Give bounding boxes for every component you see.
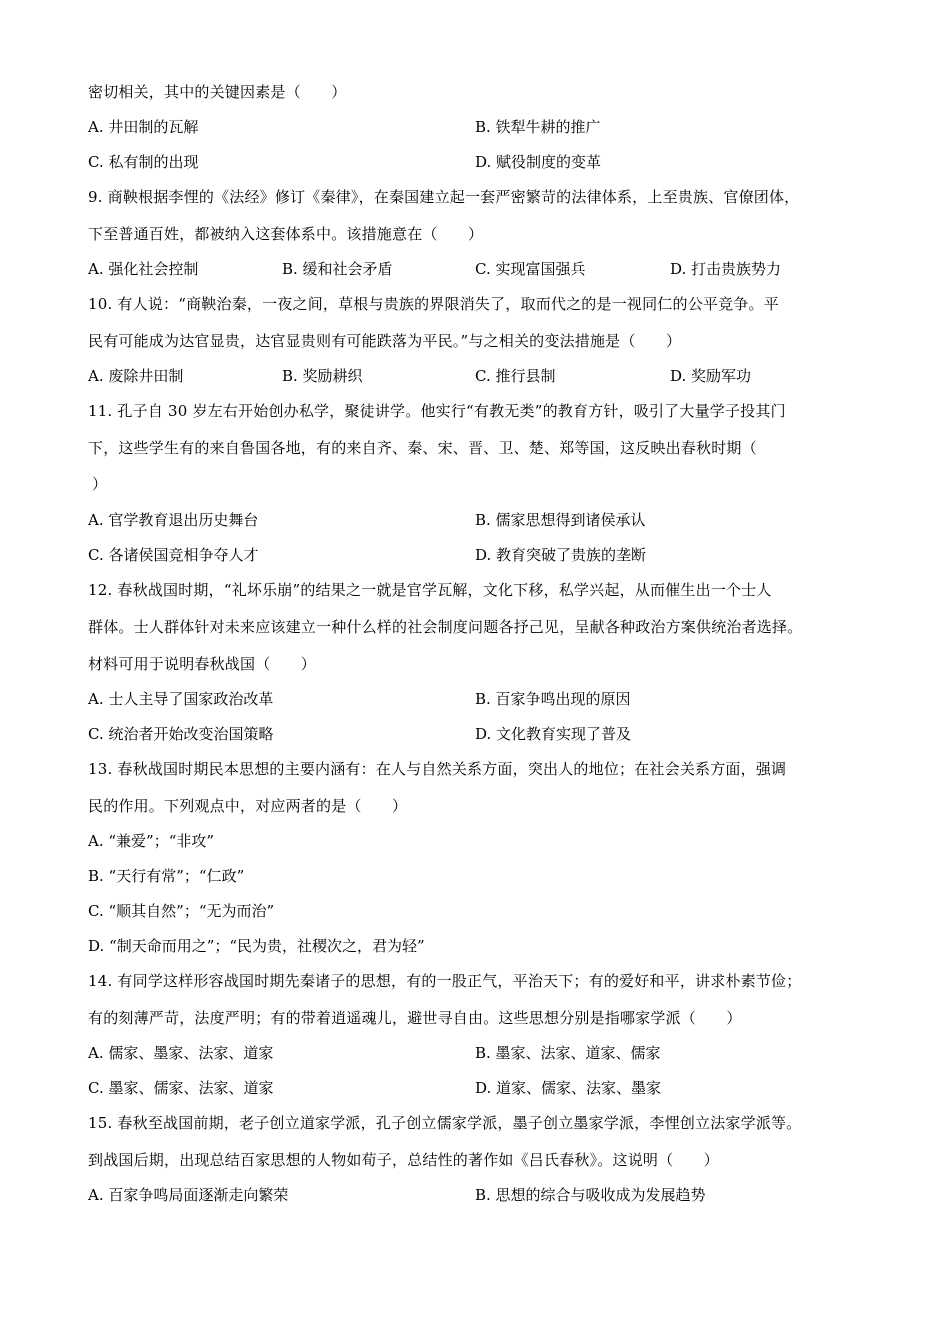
q10-stem-line1: 10. 有人说：“商鞅治秦，一夜之间，草根与贵族的界限消失了，取而代之的是一视同仁的公平竞争。平 [88, 295, 779, 313]
q14-stem-line2: 有的刻薄严苛，法度严明；有的带着逍遥魂儿，避世寻自由。这些思想分别是指哪家学派（ ） [88, 1009, 742, 1027]
q8-option-b: B. 铁犁牛耕的推广 [475, 118, 601, 136]
q9-option-d: D. 打击贵族势力 [670, 260, 782, 278]
q8-option-c: C. 私有制的出现 [88, 153, 199, 171]
q11-option-b: B. 儒家思想得到诸侯承认 [475, 511, 646, 529]
q8-option-a: A. 井田制的瓦解 [88, 118, 199, 136]
q15-option-a: A. 百家争鸣局面逐渐走向繁荣 [88, 1186, 289, 1204]
q14-option-d: D. 道家、儒家、法家、墨家 [475, 1079, 662, 1097]
q8-stem-tail: 密切相关，其中的关键因素是（ ） [88, 83, 347, 101]
q14-option-b: B. 墨家、法家、道家、儒家 [475, 1044, 661, 1062]
q13-option-a: A. “兼爱”；“非攻” [88, 832, 215, 850]
q14-option-c: C. 墨家、儒家、法家、道家 [88, 1079, 274, 1097]
q8-option-d: D. 赋役制度的变革 [475, 153, 602, 171]
q10-option-c: C. 推行县制 [475, 367, 556, 385]
q12-stem-line1: 12. 春秋战国时期，“礼坏乐崩”的结果之一就是官学瓦解，文化下移，私学兴起，从而催生出一个士人 [88, 581, 772, 599]
q11-option-a: A. 官学教育退出历史舞台 [88, 511, 259, 529]
q12-option-d: D. 文化教育实现了普及 [475, 725, 632, 743]
q10-option-a: A. 废除井田制 [88, 367, 184, 385]
q15-option-b: B. 思想的综合与吸收成为发展趋势 [475, 1186, 706, 1204]
q13-option-c: C. “顺其自然”；“无为而治” [88, 902, 275, 920]
q11-stem-line2: 下，这些学生有的来自鲁国各地，有的来自齐、秦、宋、晋、卫、楚、郑等国，这反映出春秋时期（ [88, 439, 757, 457]
q12-stem-line2: 群体。士人群体针对未来应该建立一种什么样的社会制度问题各抒己见，呈献各种政治方案供统治者选择。 [88, 618, 803, 636]
q11-option-d: D. 教育突破了贵族的垄断 [475, 546, 647, 564]
q11-stem-line3: ） [92, 475, 108, 493]
q9-stem-line1: 9. 商鞅根据李悝的《法经》修订《秦律》，在秦国建立起一套严密繁苛的法律体系，上至贵族、官僚团体， [88, 188, 800, 206]
q12-stem-line3: 材料可用于说明春秋战国（ ） [88, 655, 317, 673]
q9-option-a: A. 强化社会控制 [88, 260, 199, 278]
q14-option-a: A. 儒家、墨家、法家、道家 [88, 1044, 274, 1062]
q11-option-c: C. 各诸侯国竞相争夺人才 [88, 546, 259, 564]
q13-option-d: D. “制天命而用之”；“民为贵，社稷次之，君为轻” [88, 937, 425, 955]
q10-option-d: D. 奖励军功 [670, 367, 752, 385]
q13-option-b: B. “天行有常”；“仁政” [88, 867, 245, 885]
q11-stem-line1: 11. 孔子自 30 岁左右开始创办私学，聚徒讲学。他实行“有教无类”的教育方针，吸引了大量学子投其门 [88, 402, 786, 420]
q12-option-c: C. 统治者开始改变治国策略 [88, 725, 274, 743]
q13-stem-line1: 13. 春秋战国时期民本思想的主要内涵有：在人与自然关系方面，突出人的地位；在社会关系方面，强调 [88, 760, 787, 778]
q14-stem-line1: 14. 有同学这样形容战国时期先秦诸子的思想，有的一股正气，平治天下；有的爱好和平，讲求朴素节俭； [88, 972, 802, 990]
q15-stem-line1: 15. 春秋至战国前期，老子创立道家学派，孔子创立儒家学派，墨子创立墨家学派，李悝创立法家学派等。 [88, 1114, 802, 1132]
q9-stem-line2: 下至普通百姓，都被纳入这套体系中。该措施意在（ ） [88, 225, 484, 243]
q12-option-b: B. 百家争鸣出现的原因 [475, 690, 631, 708]
q10-option-b: B. 奖励耕织 [282, 367, 363, 385]
q9-option-b: B. 缓和社会矛盾 [282, 260, 393, 278]
q10-stem-line2: 民有可能成为达官显贵，达官显贵则有可能跌落为平民。”与之相关的变法措施是（ ） [88, 332, 682, 350]
q9-option-c: C. 实现富国强兵 [475, 260, 586, 278]
q15-stem-line2: 到战国后期，出现总结百家思想的人物如荀子，总结性的著作如《吕氏春秋》。这说明（ ） [88, 1151, 719, 1169]
q13-stem-line2: 民的作用。下列观点中，对应两者的是（ ） [88, 797, 408, 815]
q12-option-a: A. 士人主导了国家政治改革 [88, 690, 274, 708]
